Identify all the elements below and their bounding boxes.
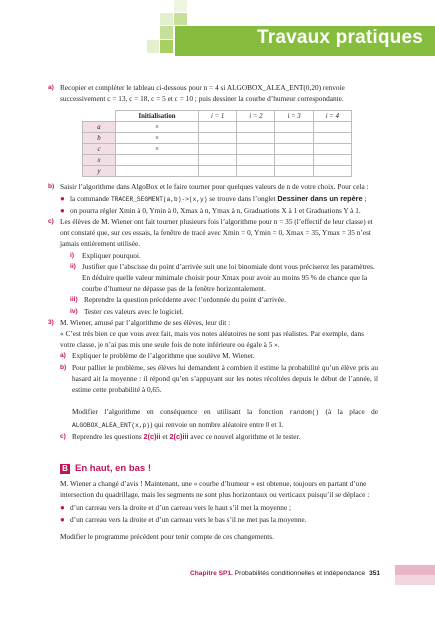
bullet-text: d’un carreau vers la droite et d’un carreau vers le haut s’il met la moyenne ;	[70, 503, 292, 513]
item-label: c)	[48, 218, 54, 226]
table-row	[83, 166, 352, 177]
table-row	[83, 144, 352, 155]
table-cell	[237, 122, 275, 133]
footer-decoration	[395, 575, 435, 585]
bold-text: Dessiner dans un repère	[277, 193, 363, 203]
question-3	[48, 317, 378, 328]
table-cell	[275, 122, 313, 133]
subquestion-ii	[70, 261, 378, 295]
table-cell	[313, 122, 351, 133]
section-badge: B	[60, 464, 70, 474]
table-cell	[237, 144, 275, 155]
subquestion-iii	[70, 294, 378, 305]
row-label: b	[83, 133, 116, 144]
row-label: x	[83, 155, 116, 166]
page-header	[0, 0, 435, 56]
table-cell: ×	[116, 144, 199, 155]
text-run: ) qui renvoie un nombre aléatoire entre 0 et 1.	[149, 419, 284, 429]
table-cell	[199, 155, 237, 166]
question-reference: 2(c)iii	[169, 431, 189, 441]
table-row	[83, 155, 352, 166]
text-run: En déduire quelle valeur minimale choisir pour Xmax pour avoir au moins 95 % de chance que la courbe d’humeur ne dépasse pas de la fenêtre horizontalement.	[82, 273, 368, 294]
table-cell	[275, 144, 313, 155]
table-cell	[199, 166, 237, 177]
table-cell	[275, 166, 313, 177]
bullet-item	[60, 502, 378, 513]
question-3c	[60, 431, 378, 442]
chapter-subtitle: Probabilités conditionnelles et indépendance	[234, 570, 366, 577]
bullet-icon: ●	[60, 514, 65, 524]
table-cell	[313, 144, 351, 155]
table-header: i = 2	[237, 111, 275, 122]
question-2a	[48, 82, 378, 104]
table-header: Initialisation	[116, 111, 199, 122]
question-text: Les élèves de M. Wiener ont fait tourner plusieurs fois l’algorithme pour n = 35 (l’effectif de leur classe) et ont constaté que, sur ces essais, la fenêtre de tracé avec Xmin = 0, Ymin = 0, Xmax = 35, Ymax = 35 n’est jamais entièrement utilisée.	[60, 217, 373, 249]
item-label: b)	[60, 363, 67, 371]
question-text: Tester ces valeurs avec le logiciel.	[84, 306, 184, 316]
footer-decoration	[395, 565, 435, 575]
page-title: Travaux pratiques	[256, 27, 423, 48]
bullet-icon: ●	[60, 193, 65, 203]
question-text: Recopier et compléter le tableau ci-dessous pour n = 4 si ALGOBOX_ALEA_ENT(0,20) renvoie successivement c = 13, c = 18, c = 5 et c = 10 ; puis dessiner la courbe d’humeur correspondante.	[60, 83, 345, 104]
bullet-icon: ●	[60, 503, 65, 513]
question-reference: 2(c)ii	[143, 431, 161, 441]
table-header: i = 4	[313, 111, 351, 122]
question-text: Saisir l’algorithme dans AlgoBox et le faire tourner pour quelques valeurs de n de votre choix. Pour cela :	[60, 182, 369, 192]
text-run: Reprendre les questions	[72, 431, 144, 441]
row-label: c	[83, 144, 116, 155]
text-run: ;	[362, 193, 367, 203]
code-snippet: ALGOBOX_ALEA_ENT(x,p)	[72, 421, 150, 429]
item-label: b)	[48, 183, 55, 191]
subquestion-iv	[70, 306, 378, 317]
table-cell	[275, 155, 313, 166]
code-snippet: TRACER_SEGMENT(a,b)->(x,y)	[110, 195, 208, 203]
page-number: 351	[369, 570, 381, 577]
chapter-label: Chapitre SP1.	[190, 570, 233, 577]
table-row	[83, 133, 352, 144]
table-cell	[313, 166, 351, 177]
table-cell	[199, 144, 237, 155]
question-text: Reprendre la question précédente avec l’ordonnée du point d’arrivée.	[84, 295, 286, 305]
text-run: avec ce nouvel algorithme et le tester.	[188, 431, 301, 441]
text-run: et	[160, 431, 170, 441]
exercise-content	[48, 82, 378, 442]
subquestion-i	[70, 250, 378, 261]
section-b-content	[60, 478, 378, 542]
table-cell	[199, 133, 237, 144]
item-label: c)	[60, 432, 66, 440]
item-label: iv)	[70, 307, 78, 315]
text-run: (à la place de	[319, 407, 378, 417]
table-corner	[83, 111, 116, 122]
table-header: i = 1	[199, 111, 237, 122]
question-3b	[60, 362, 378, 431]
table-cell	[313, 133, 351, 144]
text-run: la commande	[70, 193, 111, 203]
table-cell	[199, 122, 237, 133]
table-cell: ×	[116, 133, 199, 144]
question-2b	[48, 181, 378, 192]
text-run: se trouve dans l’onglet	[207, 193, 278, 203]
table-header-row	[83, 111, 352, 122]
bullet-text	[70, 193, 366, 205]
item-label: a)	[48, 84, 54, 91]
table-cell	[116, 166, 199, 177]
bullet-item	[60, 193, 378, 205]
table-cell	[116, 155, 199, 166]
row-label: a	[83, 122, 116, 133]
question-text	[72, 362, 378, 431]
table-row	[83, 122, 352, 133]
question-2c	[48, 216, 378, 250]
item-label: iii)	[70, 296, 78, 304]
text-run: Pour pallier le problème, ses élèves lui demandent à combien il estime la probabilité qu’un élève pris au hasard ait la moyenne : il répond qu’en s’appuyant sur les notes récoltées depuis le début de l’année, il estime cette probabilité à 0,65.	[72, 362, 378, 395]
item-label: 3)	[48, 318, 54, 326]
item-label: ii)	[70, 262, 76, 270]
table-cell: ×	[116, 122, 199, 133]
table-header: i = 3	[275, 111, 313, 122]
bullet-text: on pourra régler Xmin à 0, Ymin à 0, Xmax à n, Ymax à n, Graduations X à 1 et Graduations Y à 1.	[70, 205, 361, 215]
question-text	[72, 431, 300, 442]
bullet-item	[60, 514, 378, 525]
text-run: Justifier que l’abscisse du point d’arrivée suit une loi binomiale dont vous préciserez les paramètres.	[82, 261, 375, 271]
table-cell	[275, 133, 313, 144]
paragraph: Modifier le programme précédent pour tenir compte de ces changements.	[60, 531, 274, 541]
section-title: En haut, en bas !	[75, 463, 152, 474]
bullet-text: d’un carreau vers la droite et d’un carreau vers le bas s’il ne met pas la moyenne.	[70, 514, 307, 524]
question-text: Expliquer pourquoi.	[82, 250, 141, 260]
row-label: y	[83, 166, 116, 177]
question-text: M. Wiener, amusé par l’algorithme de ses élèves, leur dit :	[60, 317, 231, 327]
bullet-icon: ●	[60, 205, 65, 215]
question-text	[82, 261, 378, 295]
item-label: a)	[60, 352, 66, 360]
code-snippet: random()	[289, 409, 320, 417]
table-cell	[237, 155, 275, 166]
quote-text: « C’est très bien ce que vous avez fait, mais vos notes aléatoires ne sont pas réalistes. Par exemple, dans votre classe, je n’ai pas mis une seule fois de note inférieure ou égale à 5 ».	[60, 329, 364, 350]
paragraph: M. Wiener a changé d’avis ! Maintenant, une « courbe d’humeur » est obtenue, toujours en partant d’une intersection du quadrillage, mais les segments ne sont plus horizontaux ou verticaux puisqu’il se déplace :	[60, 479, 370, 500]
question-text: Expliquer le problème de l’algorithme que soulève M. Wiener.	[72, 351, 255, 361]
page-footer	[190, 570, 380, 577]
table-cell	[237, 166, 275, 177]
section-b-heading	[60, 463, 151, 474]
item-label: i)	[70, 251, 75, 259]
trace-table	[82, 110, 352, 177]
text-run: Modifier l’algorithme en conséquence en utilisant la fonction	[72, 407, 290, 417]
table-cell	[313, 155, 351, 166]
bullet-item	[60, 205, 378, 216]
question-3a	[60, 350, 378, 361]
table-cell	[237, 133, 275, 144]
